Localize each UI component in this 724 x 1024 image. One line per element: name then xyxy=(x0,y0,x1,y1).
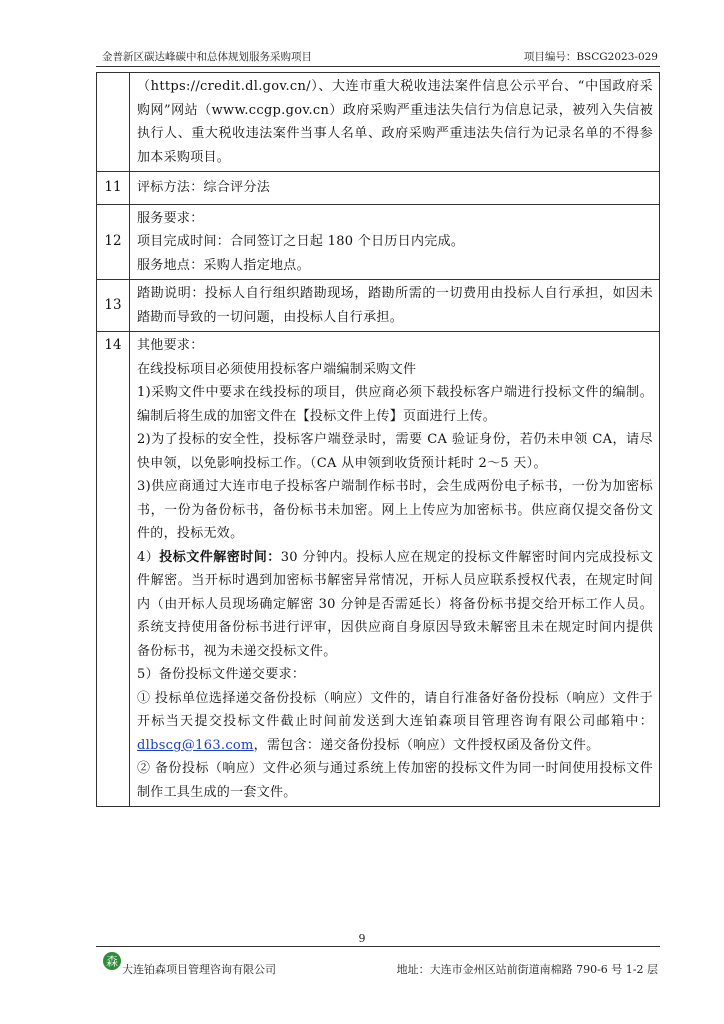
requirement-item-4 xyxy=(137,546,653,664)
evaluation-method: 评标方法：综合评分法 xyxy=(137,180,271,195)
row-text: （https://credit.dl.gov.cn/）、大连市重大税收违法案件信息公示平台、“中国政府采购网”网站（www.ccgp.gov.cn）政府采购严重违法失信行为信息记录，被列入失信被执行人、重大税收违法案件当事人名单、政府采购严重违法失信行为记录名单的不得参加本采购项目。 xyxy=(137,79,653,165)
table-row xyxy=(97,204,660,280)
sub-item-1-text: ① 投标单位选择递交备份投标（响应）文件的，请自行准备好备份投标（响应）文件于开标当天提交投标文件截止时间前发送到大连铂森项目管理咨询有限公司邮箱中： xyxy=(137,690,653,729)
backup-sub-item-1 xyxy=(137,687,653,758)
row-content xyxy=(130,73,660,172)
row-content xyxy=(130,172,660,205)
sub-item-1-tail: ，需包含：递交备份投标（响应）文件授权函及备份文件。 xyxy=(253,737,600,753)
item-4-prefix: 4） xyxy=(137,549,160,565)
service-location: 服务地点：采购人指定地点。 xyxy=(137,257,310,273)
table-row xyxy=(97,73,660,172)
completion-time: 项目完成时间：合同签订之日起 180 个日历日内完成。 xyxy=(137,234,465,249)
footer-address: 地址：大连市金州区站前街道南棉路 790-6 号 1-2 层 xyxy=(396,963,658,976)
row-content xyxy=(130,204,660,280)
row-content xyxy=(130,332,660,807)
row-number xyxy=(97,73,130,172)
header-project-title: 金普新区碳达峰碳中和总体规划服务采购项目 xyxy=(102,51,312,63)
online-bid-intro: 在线投标项目必须使用投标客户端编制采购文件 xyxy=(137,361,417,377)
row-number: 11 xyxy=(97,172,130,205)
email-link[interactable]: dlbscg@163.com xyxy=(137,737,254,753)
row-content xyxy=(130,280,660,332)
requirement-item-1: 1)采购文件中要求在线投标的项目，供应商必须下载投标客户端进行投标文件的编制。编制后将生成的加密文件在【投标文件上传】页面进行上传。 xyxy=(137,385,653,424)
page-header xyxy=(96,48,660,67)
page-footer xyxy=(96,946,660,977)
site-visit-note: 踏勘说明：投标人自行组织踏勘现场，踏勘所需的一切费用由投标人自行承担，如因未踏勘而导致的一切问题，由投标人自行承担。 xyxy=(137,286,653,325)
requirement-item-3: 3)供应商通过大连市电子投标客户端制作标书时，会生成两份电子标书，一份为加密标书，一份为备份标书，备份标书未加密。网上上传应为加密标书。供应商仅提交备份文件的，投标无效。 xyxy=(137,479,653,541)
footer-company: 大连铂森项目管理咨询有限公司 xyxy=(122,963,276,976)
backup-sub-item-2: ② 备份投标（响应）文件必须与通过系统上传加密的投标文件为同一时间使用投标文件制作工具生成的一套文件。 xyxy=(137,761,653,800)
requirement-item-2: 2)为了投标的安全性，投标客户端登录时，需要 CA 验证身份，若仍未申领 CA，请尽快申领，以免影响投标工作。（CA 从申领到收货预计耗时 2～5 天）。 xyxy=(137,432,653,471)
row-number: 13 xyxy=(97,280,130,332)
row-number: 12 xyxy=(97,204,130,280)
page-number: 9 xyxy=(358,932,366,945)
svg-text:森: 森 xyxy=(105,954,119,969)
item-4-text: 30 分钟内。投标人应在规定的投标文件解密时间内完成投标文件解密。当开标时遇到加密标书解密异常情况，开标人员应联系授权代表，在规定时间内（由开标人员现场确定解密 30 分钟是否需延长）将备份标书提交给开标工作人员。系统支持使用备份标书进行评审，因供应商自身原因导致未解密且未在规定时间内提供备份标书，视为未递交投标文件。 xyxy=(137,549,654,659)
row-number: 14 xyxy=(97,332,130,807)
requirements-table xyxy=(96,72,660,807)
decryption-time-label: 投标文件解密时间： xyxy=(159,549,281,565)
other-requirements-title: 其他要求： xyxy=(137,338,204,353)
table-row xyxy=(97,172,660,205)
requirement-item-5: 5）备份投标文件递交要求： xyxy=(137,667,306,682)
service-requirements-title: 服务要求： xyxy=(137,210,204,226)
table-row xyxy=(97,280,660,332)
bosen-logo-icon xyxy=(102,951,122,971)
header-project-number: 项目编号：BSCG2023-029 xyxy=(523,51,658,63)
table-row xyxy=(97,332,660,807)
